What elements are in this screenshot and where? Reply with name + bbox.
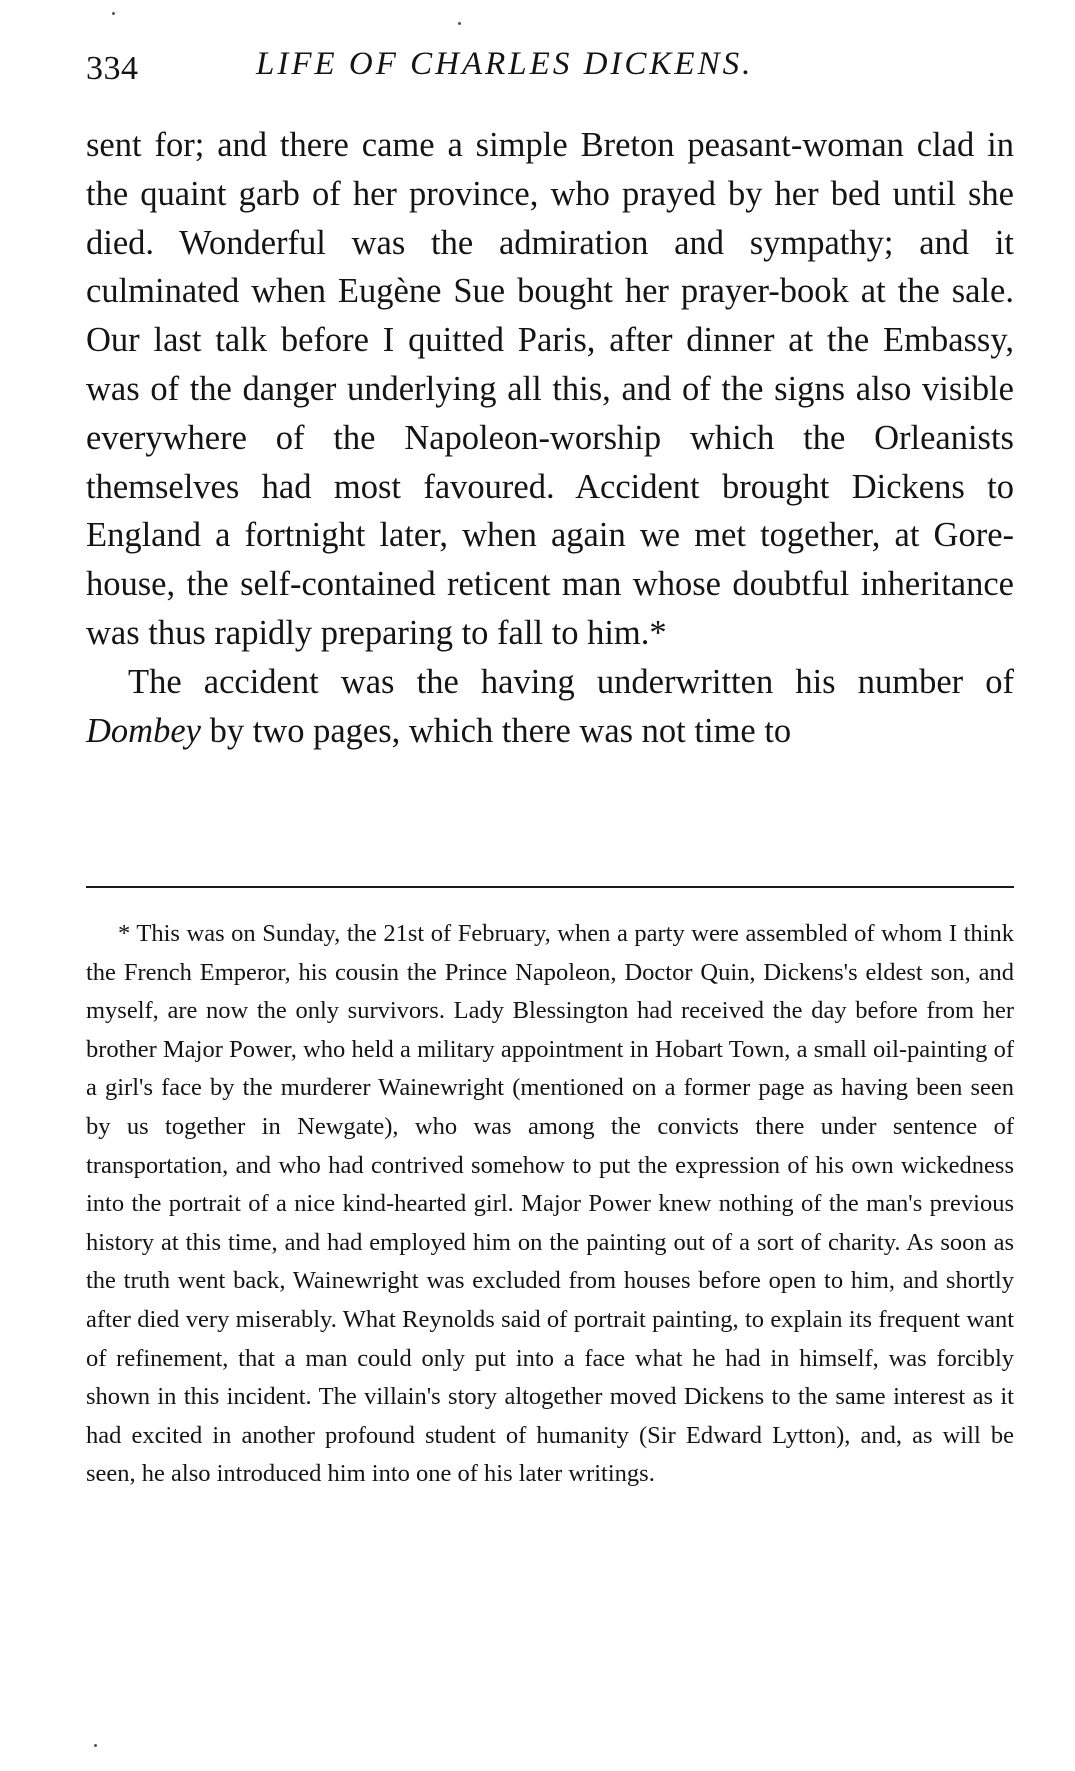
page-number: 334 (86, 50, 139, 87)
footnote-divider (86, 886, 1014, 888)
paper-speck (94, 1744, 97, 1747)
paper-speck (458, 22, 461, 25)
paragraph-text: by two pages, which there was not time to (200, 711, 792, 750)
paragraph-text: The accident was the having underwritten his number of (128, 662, 1014, 701)
paragraph (86, 658, 1014, 756)
paragraph: sent for; and there came a simple Breton peasant-woman clad in the quaint garb of her province, who prayed by her bed until she died. Wonderful was the admiration and sympathy; and it culminated when Eugène Sue bought her prayer-book at the sale. Our last talk before I quitted Paris, after dinner at the Embassy, was of the danger underlying all this, and of the signs also visible everywhere of the Napoleon-worship which the Orleanists themselves had most favoured. Accident brought Dickens to England a fortnight later, when again we met together, at Gore-house, the self-contained reticent man whose doubtful inheritance was thus rapidly preparing to fall to him.* (86, 126, 1014, 652)
page-header (86, 40, 1014, 90)
footnote: * This was on Sunday, the 21st of February, when a party were assembled of whom I think the French Emperor, his cousin the Prince Napoleon, Doctor Quin, Dickens's eldest son, and myself, are now the only survivors. Lady Blessington had received the day before from her brother Major Power, who held a military appointment in Hobart Town, a small oil-painting of a girl's face by the murderer Wainewright (mentioned on a former page as having been seen by us together in Newgate), who was among the convicts there under sentence of transportation, and who had contrived somehow to put the expression of his own wickedness into the portrait of a nice kind-hearted girl. Major Power knew nothing of the man's previous history at this time, and had employed him on the painting out of a sort of charity. As soon as the truth went back, Wainewright was excluded from houses before open to him, and shortly after died very miserably. What Reynolds said of portrait painting, to explain its frequent want of refinement, that a man could only put into a face what he had in himself, was forcibly shown in this incident. The villain's story altogether moved Dickens to the same interest as it had excited in another profound student of humanity (Sir Edward Lytton), and, as will be seen, he also introduced him into one of his later writings. (86, 920, 1014, 1488)
running-title: LIFE OF CHARLES DICKENS. (256, 46, 754, 82)
book-title: Dombey (86, 711, 201, 750)
main-text (86, 121, 1014, 755)
paper-speck (112, 12, 115, 15)
